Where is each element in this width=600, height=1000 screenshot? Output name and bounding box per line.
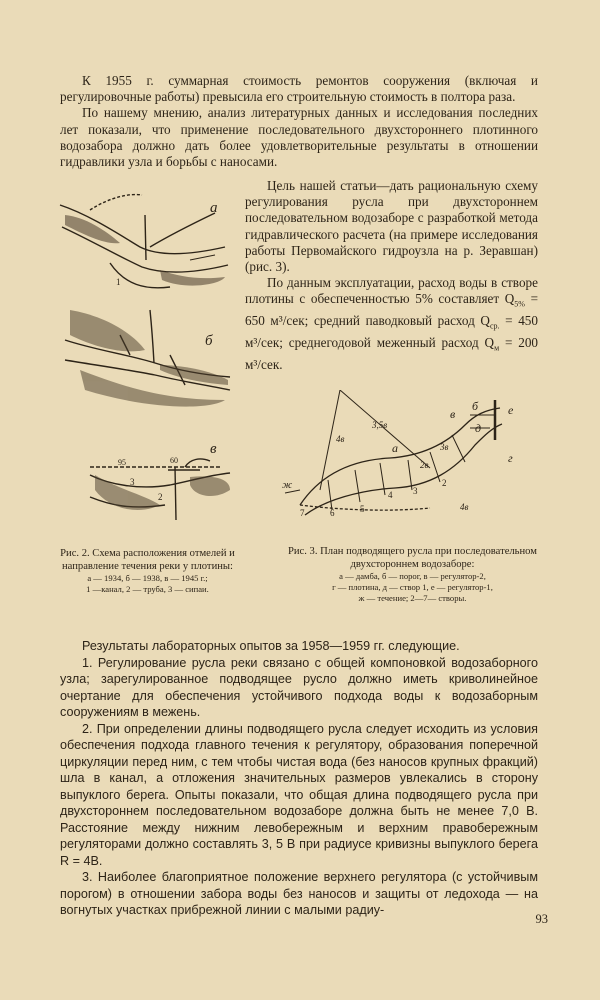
fig2-label-1: 1 — [116, 277, 121, 287]
fig3-section-4: 4 — [388, 490, 393, 500]
fig3-section-5: 5 — [360, 504, 365, 514]
figure-3-caption: Рис. 3. План подводящего русла при последовательном двухстороннем водозаборе: а — дамба, б — порог, в — регулятор-2, г — плотина, д — створ 1, е — регулятор-1, ж — течение; 2—7— створы. — [288, 546, 537, 603]
results-intro: Результаты лабораторных опытов за 1958—1959 гг. следующие. — [82, 639, 460, 653]
fig2-label-2: 2 — [158, 492, 163, 502]
figure-2-sketches — [50, 185, 240, 530]
results-item-1: 1. Регулирование русла реки связано с общей компоновкой водозаборного узла; зарегулированное подводящее русло должно иметь криволинейное очертание для обеспечения устойчивого подхода воды к водозаборным сооружениям в межень. — [60, 655, 538, 719]
sketch-a — [60, 195, 228, 288]
fig2-label-3: 3 — [130, 477, 135, 487]
results-item-2: 2. При определении длины подводящего русла следует исходить из условия обеспечения подхода главного течения к регулятору, образования поперечной циркуляции перед ним, с тем чтобы чистая вода (без наносов крупных фракций) шла в канал, а отложения значительных размеров увлекались в сторону выпуклого берега. Опыты показали, что общая длина подводящего русла при двухстороннем последовательном водозаборе должна быть не менее 7,0 B. Расстояние между нижним левобережным и верхним правобережным регуляторами должно составлять 3, 5 B при радиусе кривизны выпуклого берега R = 4B. — [60, 721, 538, 868]
fig3-label-35b: 3,5в — [372, 420, 388, 430]
fig3-label-4b-lower: 4в — [460, 502, 469, 512]
paragraph-cost: К 1955 г. суммарная стоимость ремонтов сооружения (включая и регулировочные работы) превысила его строительную стоимость в полтора раза. — [60, 73, 538, 105]
fig3-section-7: 7 — [300, 508, 305, 518]
fig2-label-b: б — [205, 333, 213, 349]
fig3-section-2: 2 — [442, 478, 447, 488]
paragraph-goal-column — [245, 178, 538, 373]
fig3-label-v: в — [450, 407, 456, 421]
fig3-label-b: б — [472, 399, 479, 413]
fig2-label-v: в — [210, 441, 217, 457]
results-section — [60, 638, 538, 919]
fig3-label-d: д — [475, 421, 482, 435]
results-item-3: 3. Наиболее благоприятное положение верхнего регулятора (с устойчивым порогом) в отношении забора воды без наносов и защиты от ледохода — на вогнутых участках прибрежной линии с малыми радиу- — [60, 870, 538, 917]
fig3-label-3b: 3в — [440, 442, 449, 452]
figure-3-plan — [280, 390, 530, 535]
sketch-b-shoals — [70, 310, 228, 407]
fig3-label-4b: 4в — [336, 434, 345, 444]
fig3-label-g: г — [508, 451, 513, 465]
fig3-section-6: 6 — [330, 508, 335, 518]
intro-paragraphs — [60, 73, 538, 170]
fig3-label-a: а — [392, 441, 398, 455]
fig2-label-95: 95 — [118, 458, 126, 467]
page-number: 93 — [535, 912, 548, 926]
fig2-label-60: 60 — [170, 456, 178, 465]
figure-2-caption: Рис. 2. Схема расположения отмелей и направление течения реки у плотины: а — 1934, б — 1938, в — 1945 г.; 1 —канал, 2 — труба, 3 — сипаи. — [60, 548, 235, 594]
fig3-label-zh: ж — [282, 479, 293, 491]
fig2-label-a: а — [210, 200, 218, 216]
fig3-label-e: е — [508, 403, 514, 417]
fig3-label-2b: 2в — [420, 460, 429, 470]
fig3-section-3: 3 — [413, 486, 418, 496]
paragraph-goal: Цель нашей статьи—дать рациональную схему регулирования русла при двухстороннем последовательном водозаборе с разработкой метода гидравлического расчета (на примере исследования работы Первомайского гидроузла на р. Зеравшан) (рис. 3). — [245, 178, 538, 275]
paragraph-analysis: По нашему мнению, анализ литературных данных и исследования последних лет показали, что применение последовательного двухстороннего плотинного водозабора должно дать более удовлетворительные результаты в отношении гидравлики узла и борьбы с наносами. — [60, 105, 538, 170]
paragraph-discharge: По данным эксплуатации, расход воды в створе плотины с обеспеченностью 5% составляет $Q_{5\%} = 650$ м³/сек; средний паводковый расход $Q_{ср.} = 450$ м³/сек; среднегодовой меженный расход $Q_м = 200$ м³/сек. — [245, 275, 539, 372]
